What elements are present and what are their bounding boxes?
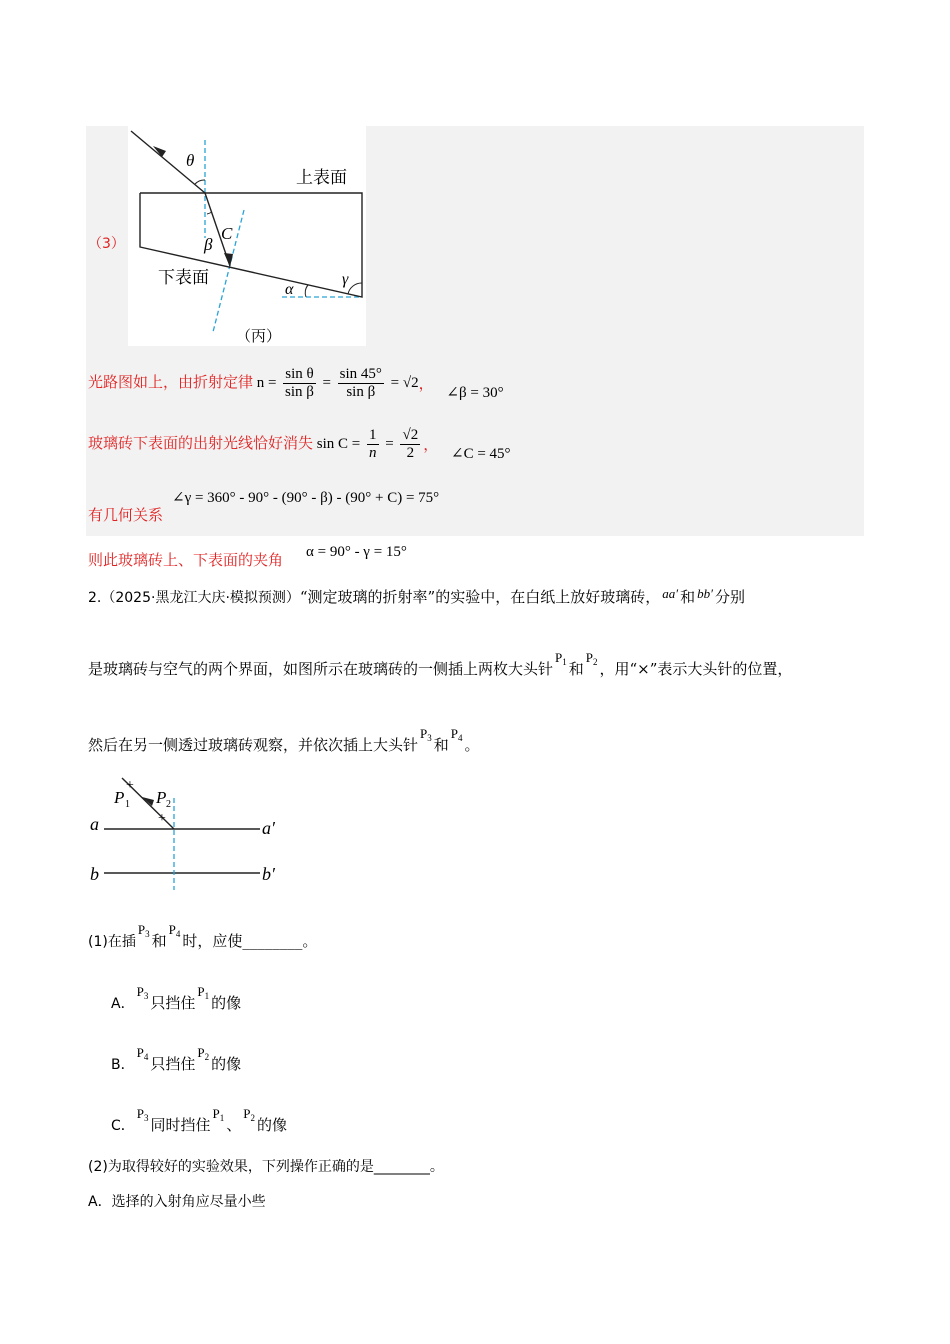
- label-a-prime: a′: [262, 818, 275, 838]
- pin-p1-mark: +: [126, 778, 134, 793]
- svg-text:1: 1: [125, 799, 130, 810]
- option-b[interactable]: B．$P_4$ 只挡住$P_2$ 的像: [111, 1045, 242, 1073]
- glass-brick-figure: [86, 770, 286, 892]
- alpha-label: α: [285, 281, 294, 298]
- line1-text: 光路图如上，由折射定律: [88, 372, 254, 391]
- label-a: a: [90, 814, 99, 834]
- lower-surface-label: 下表面: [158, 268, 209, 288]
- part-2-option-a[interactable]: A．选择的入射角应尽量小些: [88, 1194, 266, 1210]
- pin-p2-mark: +: [158, 811, 166, 826]
- figure-bing: [128, 126, 366, 346]
- svg-text:P: P: [114, 788, 125, 807]
- option-c[interactable]: C．$P_3$ 同时挡住$P_1$ 、$P_2$ 的像: [111, 1106, 288, 1134]
- label-b-prime: b′: [262, 864, 275, 884]
- line3-text: 有几何关系: [88, 506, 164, 524]
- svg-text:P: P: [156, 788, 167, 807]
- c-label: C: [221, 224, 233, 243]
- beta-label: β: [204, 235, 213, 254]
- solution-line-1: 光路图如上，由折射定律 n = $\frac{\text{sin θ}}{\text{sin β}}$ = $\frac{\sin 45^\circ}{\text{sin β}}$ = √2， ∠β = 30°: [88, 366, 504, 401]
- question-2-line-1: 2.（2025·黑龙江大庆·模拟预测）“测定玻璃的折射率”的实验中，在白纸上放好玻璃砖， aa′ 和 bb′ 分别: [88, 586, 745, 606]
- line4-formula: α = 90° - γ = 15°: [306, 544, 407, 560]
- solution-line-2: 玻璃砖下表面的出射光线恰好消失 sin C = $\frac{1}{n}$ = $\frac{√2}{2}$ ， ∠C = 45°: [88, 427, 511, 462]
- question-2-line-2: 是玻璃砖与空气的两个界面，如图所示在玻璃砖的一侧插上两枚大头针$P_1$ 和$P_2$ ，用“×”表示大头针的位置，: [88, 650, 793, 678]
- question-2-part-1: (1)在插$P_3$ 和$P_4$ 时，应使________。: [88, 922, 318, 950]
- svg-text:2: 2: [166, 799, 171, 810]
- question-2-part-2: (2)为取得较好的实验效果，下列操作正确的是________。: [88, 1159, 444, 1175]
- line4-text: 则此玻璃砖上、下表面的夹角: [88, 551, 284, 569]
- question-2-line-3: 然后在另一侧透过玻璃砖观察，并依次插上大头针$P_3$ 和$P_4$ 。: [88, 726, 480, 754]
- option-a[interactable]: A．$P_3$ 只挡住$P_1$ 的像: [111, 984, 242, 1012]
- gamma-label: γ: [342, 271, 349, 288]
- label-b: b: [90, 864, 99, 884]
- line2-text: 玻璃砖下表面的出射光线恰好消失: [88, 433, 314, 452]
- part-label: （3）: [88, 236, 125, 252]
- theta-label: θ: [186, 151, 195, 170]
- upper-surface-label: 上表面: [296, 168, 347, 188]
- line3-formula: ∠γ = 360° - 90° - (90° - β) - (90° + C) = 75°: [172, 490, 440, 506]
- line1-lhs: n =: [256, 375, 277, 391]
- figure-caption: （丙）: [236, 327, 282, 345]
